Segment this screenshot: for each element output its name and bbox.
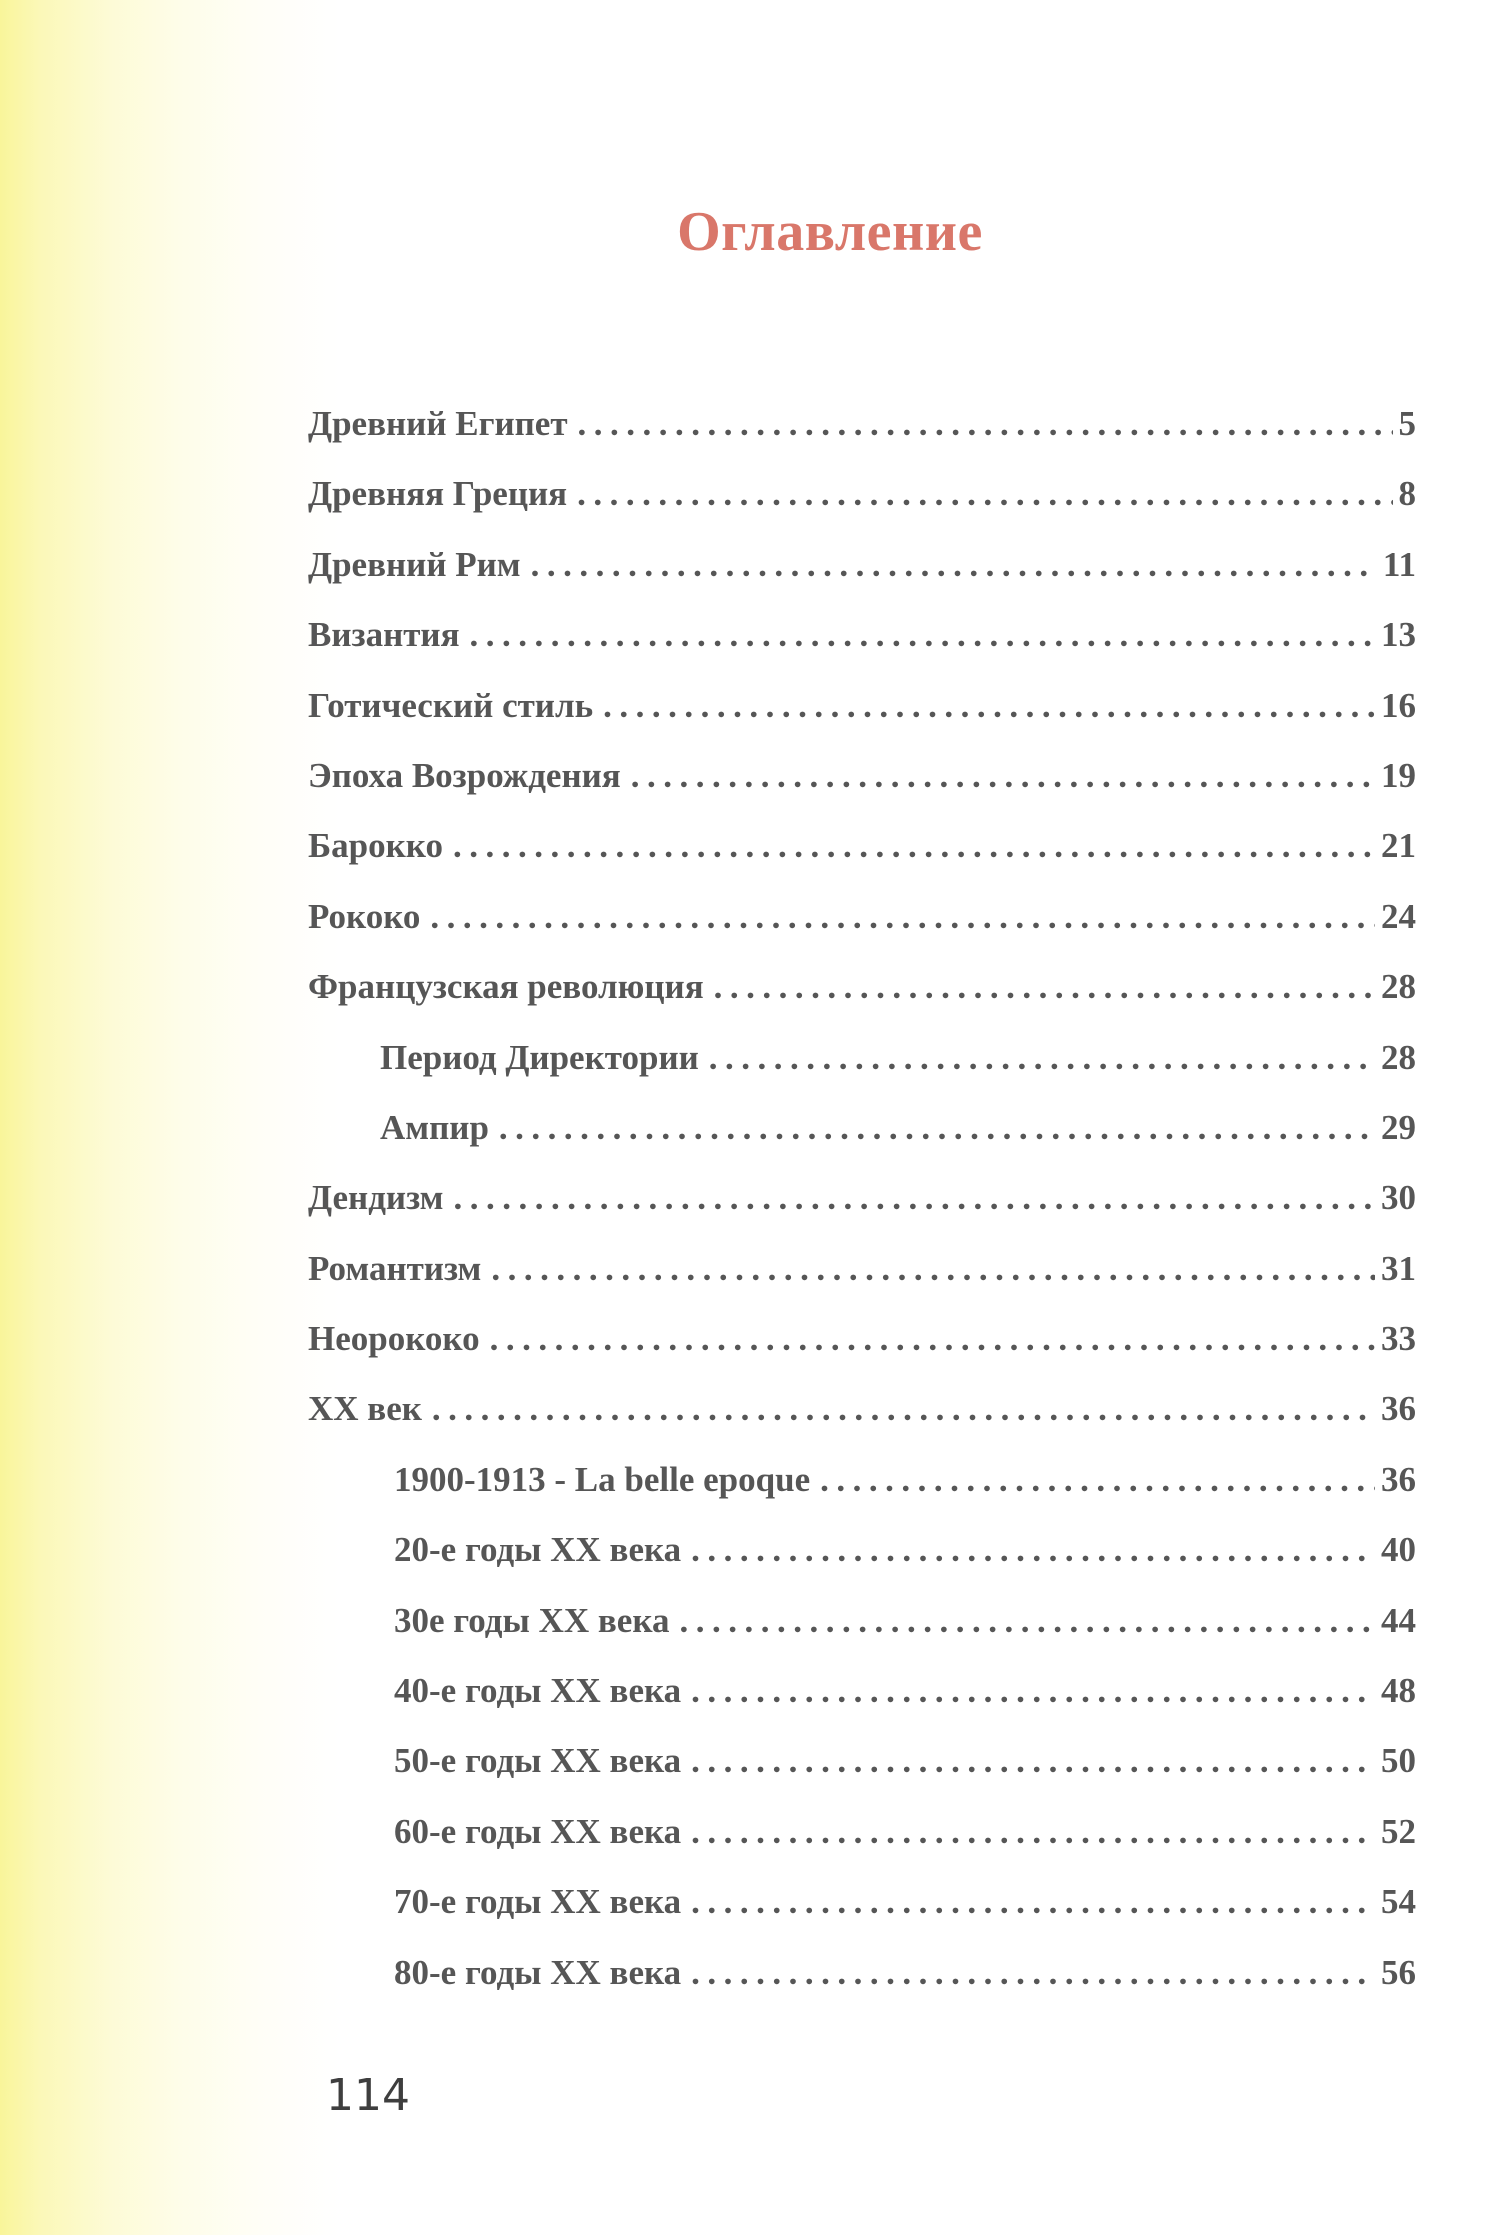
toc-entry-page: 28 — [1381, 967, 1416, 1007]
toc-entry-page: 29 — [1381, 1107, 1416, 1147]
page-number: 114 — [326, 2070, 410, 2121]
dot-leader — [531, 545, 1377, 585]
dot-leader — [691, 1953, 1375, 1993]
dot-leader — [432, 1389, 1375, 1429]
toc-subentry — [308, 1671, 1416, 1741]
toc-entry-title: Древний Рим — [308, 544, 521, 584]
toc-subentry — [308, 1741, 1416, 1811]
toc-entry — [308, 967, 1416, 1037]
toc-entry — [308, 756, 1416, 826]
dot-leader — [691, 1741, 1375, 1781]
toc-entry-page: 24 — [1381, 896, 1416, 936]
toc-entry-title: 20-е годы XX века — [394, 1530, 682, 1570]
toc-entry — [308, 897, 1416, 967]
dot-leader — [691, 1671, 1375, 1711]
toc-entry-title: Рококо — [308, 896, 421, 936]
toc-subentry — [308, 1108, 1416, 1178]
toc-entry-page: 19 — [1381, 755, 1416, 795]
toc-entry — [308, 474, 1416, 544]
dot-leader — [490, 1319, 1375, 1359]
toc-entry — [308, 1249, 1416, 1319]
toc-entry-page: 40 — [1381, 1530, 1416, 1570]
toc-entry-page: 44 — [1381, 1600, 1416, 1640]
toc-entry-title: 1900-1913 - La belle epoque — [394, 1459, 811, 1499]
dot-leader — [709, 1038, 1375, 1078]
toc-subentry — [308, 1882, 1416, 1952]
toc-entry-title: Барокко — [308, 826, 443, 866]
toc-entry — [308, 1389, 1416, 1459]
dot-leader — [679, 1601, 1375, 1641]
toc-entry-page: 31 — [1381, 1248, 1416, 1288]
table-of-contents — [308, 404, 1416, 2023]
toc-entry-title: Готический стиль — [308, 685, 594, 725]
toc-entry — [308, 826, 1416, 896]
dot-leader — [577, 474, 1392, 514]
dot-leader — [491, 1249, 1375, 1289]
toc-entry-title: Неорококо — [308, 1319, 480, 1359]
toc-entry-title: 70-е годы XX века — [394, 1882, 682, 1922]
toc-entry-title: 30е годы XX века — [394, 1600, 670, 1640]
dot-leader — [578, 404, 1393, 444]
toc-entry-page: 50 — [1381, 1741, 1416, 1781]
toc-entry-title: Древняя Греция — [308, 474, 568, 514]
toc-entry-page: 8 — [1398, 474, 1416, 514]
toc-entry-page: 33 — [1381, 1319, 1416, 1359]
toc-entry-title: Древний Египет — [308, 404, 568, 443]
toc-entry-title: Эпоха Возрождения — [308, 755, 621, 795]
toc-entry-title: Дендизм — [308, 1178, 444, 1218]
dot-leader — [691, 1530, 1375, 1570]
dot-leader — [714, 967, 1375, 1007]
toc-entry-page: 16 — [1381, 685, 1416, 725]
toc-entry-title: Французская революция — [308, 967, 704, 1007]
dot-leader — [820, 1460, 1375, 1500]
toc-entry-page: 52 — [1381, 1811, 1416, 1851]
dot-leader — [691, 1812, 1375, 1852]
toc-entry — [308, 545, 1416, 615]
toc-entry-page: 36 — [1381, 1459, 1416, 1499]
dot-leader — [691, 1882, 1375, 1922]
toc-entry-page: 48 — [1381, 1671, 1416, 1711]
toc-entry-page: 56 — [1381, 1952, 1416, 1992]
toc-entry — [308, 686, 1416, 756]
toc-entry-page: 13 — [1381, 615, 1416, 655]
toc-entry-page: 36 — [1381, 1389, 1416, 1429]
toc-subentry — [308, 1530, 1416, 1600]
dot-leader — [631, 756, 1375, 796]
toc-entry-title: Ампир — [380, 1107, 489, 1147]
toc-entry-title: 80-е годы XX века — [394, 1952, 682, 1992]
dot-leader — [430, 897, 1375, 937]
toc-entry — [308, 1178, 1416, 1248]
toc-entry — [308, 1319, 1416, 1389]
toc-subentry — [308, 1812, 1416, 1882]
toc-entry-page: 54 — [1381, 1882, 1416, 1922]
toc-entry-page: 28 — [1381, 1037, 1416, 1077]
dot-leader — [470, 615, 1375, 655]
toc-entry-title: 60-е годы XX века — [394, 1811, 682, 1851]
toc-entry-title: XX век — [308, 1389, 422, 1429]
toc-subentry — [308, 1460, 1416, 1530]
toc-subentry — [308, 1601, 1416, 1671]
dot-leader — [603, 686, 1375, 726]
toc-entry-title: Византия — [308, 615, 460, 655]
toc-entry — [308, 404, 1416, 474]
dot-leader — [499, 1108, 1375, 1148]
toc-entry-page: 21 — [1381, 826, 1416, 866]
toc-entry-page: 11 — [1382, 544, 1416, 584]
toc-entry-title: Романтизм — [308, 1248, 482, 1288]
toc-subentry — [308, 1953, 1416, 2023]
toc-entry-title: 40-е годы XX века — [394, 1671, 682, 1711]
page-title: Оглавление — [677, 201, 983, 263]
toc-entry-title: 50-е годы XX века — [394, 1741, 682, 1781]
toc-entry-page: 30 — [1381, 1178, 1416, 1218]
dot-leader — [453, 826, 1375, 866]
toc-entry-page: 5 — [1398, 404, 1416, 443]
toc-entry-title: Период Директории — [380, 1037, 699, 1077]
dot-leader — [454, 1178, 1376, 1218]
toc-subentry — [308, 1038, 1416, 1108]
toc-entry — [308, 615, 1416, 685]
